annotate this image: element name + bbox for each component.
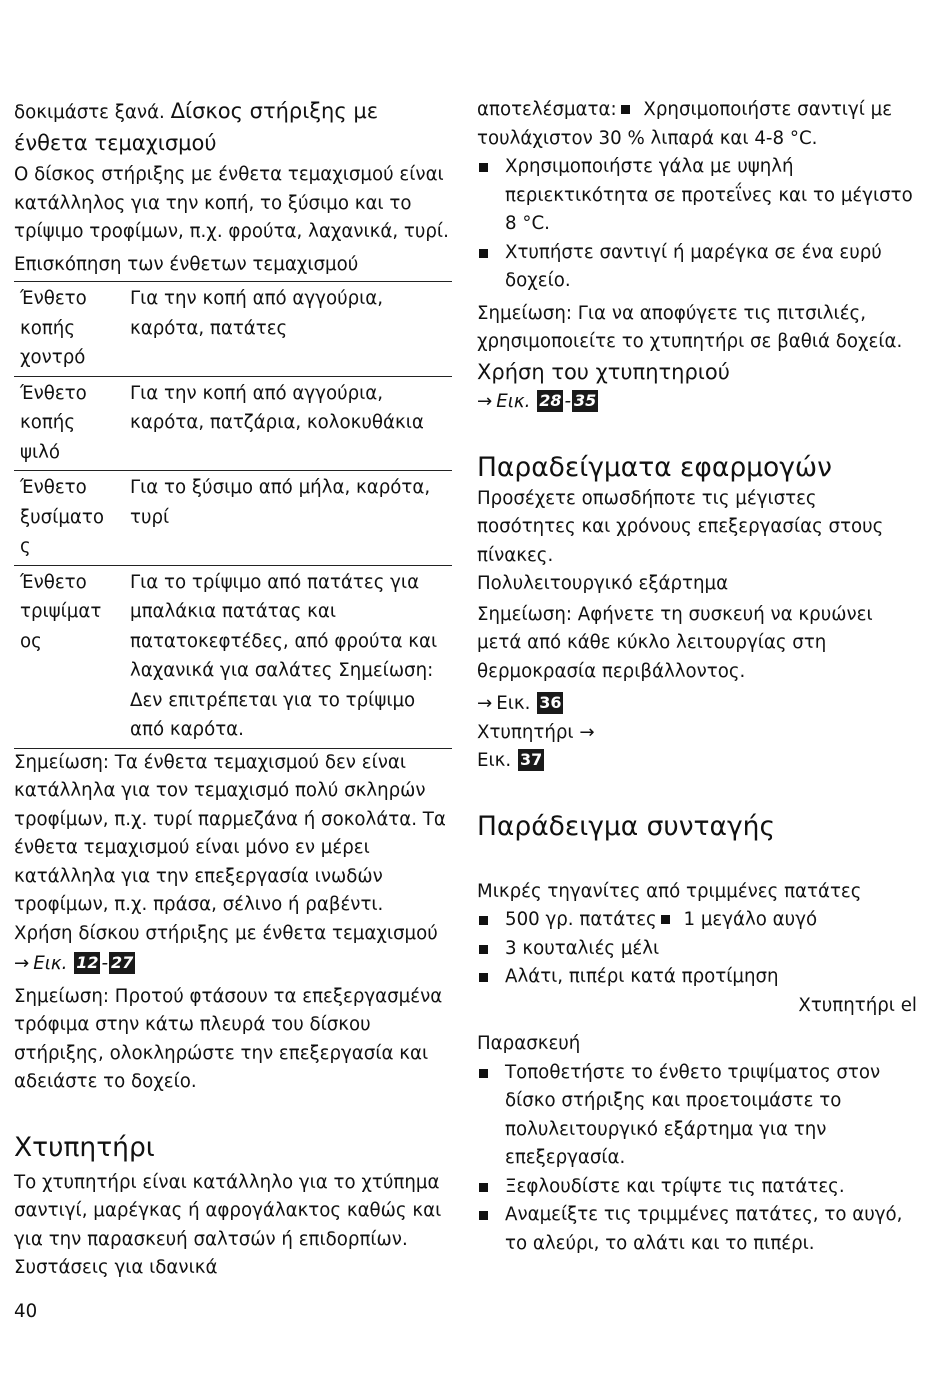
list-item: 500 γρ. πατάτες 1 μεγάλο αυγό xyxy=(477,906,917,935)
list-item: Χρησιμοποιήστε γάλα με υψηλή περιεκτικότητα σε προτεΐνες και το μέγιστο 8 °C. xyxy=(477,153,917,239)
use-heading: Χρήση δίσκου στήριξης με ένθετα τεμαχισμού xyxy=(14,922,438,944)
left-column xyxy=(14,96,452,1283)
whisk-paragraph: Το χτυπητήρι είναι κατάλληλο για το χτύπημα σαντιγί, μαρέγκας ή αφρογάλακτος καθώς και για την παρασκευή σαλτσών ή επιδορπίων. Συστάσεις για ιδανικά xyxy=(14,1171,442,1278)
table-cell-name: Ένθετο κοπής χοντρό xyxy=(20,288,87,368)
inserts-table xyxy=(14,281,452,749)
figure-number-badge: 12 xyxy=(76,953,99,972)
intro-paragraph: δοκιμάστε ξανά. Δίσκος στήριξης με ένθετα τεμαχισμού xyxy=(14,99,379,155)
table-row xyxy=(14,282,452,377)
note-paragraph: Σημείωση: Προτού φτάσουν τα επεξεργασμένα τρόφιμα στην κάτω πλευρά του δίσκου στήριξης, ολοκληρώστε την επεξεργασία και αδειάστε το δοχείο. xyxy=(14,985,443,1092)
table-cell-name: Ένθετο κοπής ψιλό xyxy=(20,382,87,463)
page-number: 40 xyxy=(14,1301,38,1322)
figure-number-badge: 35 xyxy=(574,391,597,410)
table-cell-name: Ένθετο τριψίματ ος xyxy=(20,571,102,652)
examples-paragraph: Προσέχετε οπωσδήποτε τις μέγιστες ποσότητες και χρόνους επεξεργασίας στους πίνακες. xyxy=(477,487,884,566)
multi-attachment-label: Πολυλειτουργικό εξάρτημα xyxy=(477,573,729,594)
table-row xyxy=(14,565,452,748)
table-cell-name: Ένθετο ξυσίματο ς xyxy=(20,477,104,557)
results-paragraph: αποτελέσματα: Χρησιμοποιήστε σαντιγί με τουλάχιστον 30 % λιπαρά και 4-8 °C. xyxy=(477,99,893,149)
list-item: Ξεφλουδίστε και τρίψτε τις πατάτες. xyxy=(477,1173,917,1202)
figure-number-badge: 37 xyxy=(519,750,543,769)
table-cell-desc: Για το ξύσιμο από μήλα, καρότα, τυρί xyxy=(130,477,431,528)
examples-heading: Παραδείγματα εφαρμογών xyxy=(477,451,832,483)
table-caption: Επισκόπηση των ένθετων τεμαχισμού xyxy=(14,253,359,275)
steps-list xyxy=(477,1059,917,1259)
use-whisk-heading: Χρήση του χτυπητηριού xyxy=(477,359,730,384)
tips-list xyxy=(477,153,917,296)
preparation-label: Παρασκευή xyxy=(477,1033,581,1054)
list-item: Χτυπήστε σαντιγί ή μαρέγκα σε ένα ευρύ δοχείο. xyxy=(477,239,917,296)
list-item: Αλάτι, πιπέρι κατά προτίμηση xyxy=(477,963,917,992)
table-cell-desc: Για την κοπή από αγγούρια, καρότα, πατάτες xyxy=(130,288,384,339)
table-row xyxy=(14,471,452,566)
figure-reference: → Εικ. 36 xyxy=(477,693,562,714)
note-paragraph: Σημείωση: Για να αποφύγετε τις πιτσιλιές, χρησιμοποιείτε το χτυπητήρι σε βαθιά δοχεία. Χρήση του χτυπητηριού xyxy=(477,302,903,384)
right-column xyxy=(477,96,917,1258)
whisk-heading: Χτυπητήρι xyxy=(14,1131,155,1163)
whisk-reference: Χτυπητήρι → xyxy=(477,721,595,743)
list-item: Αναμείξτε τις τριμμένες πατάτες, το αυγό, το αλεύρι, το αλάτι και το πιπέρι. xyxy=(477,1201,917,1258)
figure-number-badge: 28 xyxy=(539,391,562,410)
recipe-title: Μικρές τηγανίτες από τριμμένες πατάτες xyxy=(477,880,862,902)
figure-reference: → Εικ. 28 - 35 xyxy=(477,391,597,412)
note-paragraph: Σημείωση: Τα ένθετα τεμαχισμού δεν είναι κατάλληλα για τον τεμαχισμό πολύ σκληρών τροφίμων, π.χ. τυρί παρμεζάνα ή σοκολάτα. Τα ένθετα τεμαχισμού είναι μόνο εν μέρει κατάλληλα για την επεξεργασία ινωδών τροφίμων, π.χ. πράσα, σέλινο ή ραβέντι. xyxy=(14,751,446,915)
figure-number-badge: 36 xyxy=(539,693,562,712)
section-heading-inserts: Δίσκος στήριξης με ένθετα τεμαχισμού xyxy=(14,99,379,155)
list-item: Τοποθετήστε το ένθετο τριψίματος στον δίσκο στήριξης και προετοιμάστε το πολυλειτουργικό εξάρτημα για την επεξεργασία. xyxy=(477,1059,917,1173)
table-cell-desc: Για την κοπή από αγγούρια, καρότα, πατζάρια, κολοκυθάκια xyxy=(130,382,424,433)
table-row xyxy=(14,376,452,471)
table-cell-desc: Για το τρίψιμο από πατάτες για μπαλάκια πατάτας και πατατοκεφτέδες, από φρούτα και λαχανικά για σαλάτες Σημείωση: Δεν επιτρέπεται για το τρίψιμο από καρότα. xyxy=(130,571,438,740)
ingredients-list xyxy=(477,906,917,992)
running-label: Χτυπητήρι el xyxy=(798,994,917,1016)
list-item: 3 κουταλιές μέλι xyxy=(477,935,917,964)
bullet-square-icon xyxy=(661,915,670,924)
bullet-square-icon xyxy=(621,105,630,114)
figure-reference: → Εικ. 12 - 27 xyxy=(14,953,134,974)
figure-reference: Εικ. 37 xyxy=(477,750,543,771)
inserts-description: Ο δίσκος στήριξης με ένθετα τεμαχισμού είναι κατάλληλος για την κοπή, το ξύσιμο και το τρίψιμο τροφίμων, π.χ. φρούτα, λαχανικά, τυρί. xyxy=(14,164,449,242)
figure-number-badge: 27 xyxy=(111,953,134,972)
recipe-heading: Παράδειγμα συνταγής xyxy=(477,810,776,842)
note-paragraph: Σημείωση: Αφήνετε τη συσκευή να κρυώνει μετά από κάθε κύκλο λειτουργίας στη θερμοκρασία περιβάλλοντος. xyxy=(477,603,873,682)
